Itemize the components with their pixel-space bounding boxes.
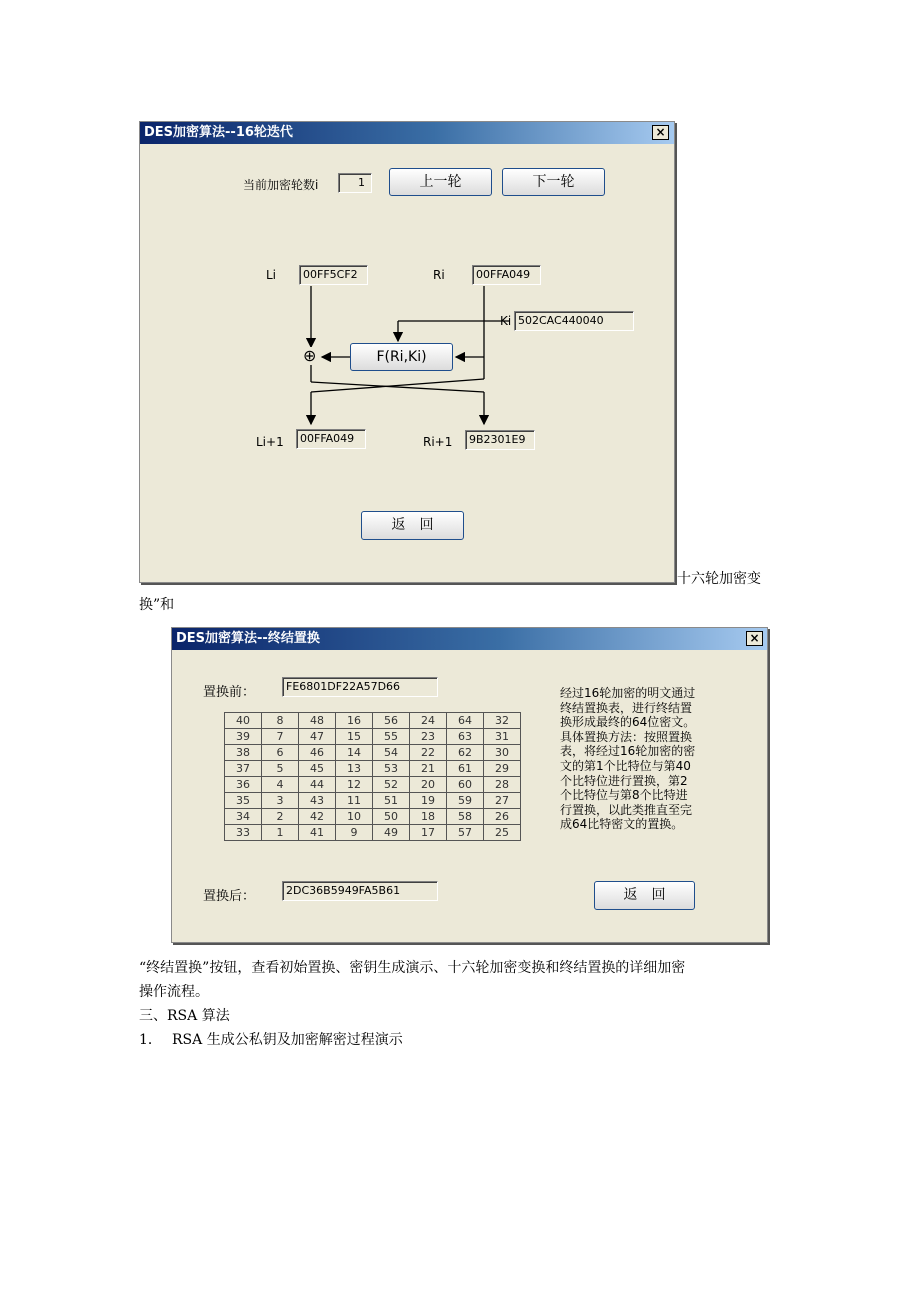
back-button[interactable]: 返 回 <box>594 881 695 910</box>
description-line: 成64比特密文的置换。 <box>560 817 684 832</box>
description-line: 行置换，以此类推直至完 <box>560 802 693 817</box>
before-label: 置换前： <box>203 685 256 700</box>
table-cell: 5 <box>262 761 299 777</box>
description-line: 表，将经过16轮加密的密 <box>560 744 696 759</box>
description-line: 文的第1个比特位与第40 <box>560 758 691 773</box>
table-cell: 10 <box>336 809 373 825</box>
table-cell: 18 <box>410 809 447 825</box>
table-cell: 19 <box>410 793 447 809</box>
table-cell: 20 <box>410 777 447 793</box>
table-row <box>225 729 521 745</box>
round-label: 当前加密轮数i <box>243 178 319 192</box>
table-cell: 34 <box>225 809 262 825</box>
table-cell: 26 <box>484 809 521 825</box>
table-cell: 63 <box>447 729 484 745</box>
ki-field[interactable]: 502CAC440040 <box>514 311 634 331</box>
window-title: DES加密算法--16轮迭代 <box>140 122 674 144</box>
table-cell: 29 <box>484 761 521 777</box>
table-cell: 6 <box>262 745 299 761</box>
table-cell: 62 <box>447 745 484 761</box>
description-line: 个比特位进行置换，第2 <box>560 773 688 788</box>
des-rounds-window <box>139 121 675 583</box>
table-cell: 49 <box>373 825 410 841</box>
table-cell: 56 <box>373 713 410 729</box>
table-cell: 16 <box>336 713 373 729</box>
close-icon[interactable]: × <box>746 631 763 646</box>
table-cell: 14 <box>336 745 373 761</box>
table-cell: 7 <box>262 729 299 745</box>
description-line: 个比特位与第8个比特进 <box>560 788 688 803</box>
table-cell: 15 <box>336 729 373 745</box>
table-cell: 35 <box>225 793 262 809</box>
description-line: 经过16轮加密的明文通过 <box>560 686 696 700</box>
subsection-heading: RSA 生成公私钥及加密解密过程演示 <box>172 1032 403 1048</box>
des-final-permutation-window <box>171 627 768 943</box>
table-cell: 2 <box>262 809 299 825</box>
table-cell: 4 <box>262 777 299 793</box>
table-cell: 46 <box>299 745 336 761</box>
xor-icon: ⊕ <box>303 346 317 365</box>
table-cell: 60 <box>447 777 484 793</box>
table-cell: 51 <box>373 793 410 809</box>
table-cell: 59 <box>447 793 484 809</box>
table-cell: 21 <box>410 761 447 777</box>
table-cell: 48 <box>299 713 336 729</box>
table-cell: 17 <box>410 825 447 841</box>
ri1-field[interactable]: 9B2301E9 <box>465 430 535 450</box>
li-label: Li <box>266 268 277 282</box>
after-label: 置换后： <box>203 889 256 904</box>
paragraph-line-1: “终结置换”按钮，查看初始置换、密钥生成演示、十六轮加密变换和终结置换的详细加密 <box>139 960 686 976</box>
table-cell: 32 <box>484 713 521 729</box>
table-cell: 57 <box>447 825 484 841</box>
table-cell: 23 <box>410 729 447 745</box>
table-cell: 43 <box>299 793 336 809</box>
table-row <box>225 713 521 729</box>
table-row <box>225 761 521 777</box>
section-heading: 三、RSA 算法 <box>139 1008 230 1024</box>
permutation-table <box>224 712 521 841</box>
table-row <box>225 809 521 825</box>
after-field[interactable]: 2DC36B5949FA5B61 <box>282 881 438 901</box>
table-cell: 22 <box>410 745 447 761</box>
table-cell: 24 <box>410 713 447 729</box>
table-cell: 36 <box>225 777 262 793</box>
next-round-button[interactable]: 下一轮 <box>502 168 605 196</box>
table-cell: 3 <box>262 793 299 809</box>
table-cell: 1 <box>262 825 299 841</box>
paragraph-line-2: 操作流程。 <box>139 984 209 1000</box>
subsection-number: 1． <box>139 1032 162 1048</box>
description-line: 具体置换方法：按照置换 <box>560 729 693 744</box>
f-function-button[interactable]: F(Ri,Ki) <box>350 343 453 371</box>
table-cell: 58 <box>447 809 484 825</box>
table-cell: 11 <box>336 793 373 809</box>
ki-label: Ki <box>500 314 512 328</box>
table-cell: 61 <box>447 761 484 777</box>
table-cell: 8 <box>262 713 299 729</box>
table-cell: 47 <box>299 729 336 745</box>
caption-continuation: 换”和 <box>139 597 175 613</box>
table-cell: 45 <box>299 761 336 777</box>
caption-right: 十六轮加密变 <box>677 571 761 587</box>
li-field[interactable]: 00FF5CF2 <box>299 265 368 285</box>
ri-field[interactable]: 00FFA049 <box>472 265 541 285</box>
table-cell: 28 <box>484 777 521 793</box>
table-cell: 39 <box>225 729 262 745</box>
prev-round-button[interactable]: 上一轮 <box>389 168 492 196</box>
description-line: 换形成最终的64位密文。 <box>560 715 696 730</box>
close-icon[interactable]: × <box>652 125 669 140</box>
table-cell: 25 <box>484 825 521 841</box>
ri1-label: Ri+1 <box>423 435 453 449</box>
table-cell: 33 <box>225 825 262 841</box>
ri-label: Ri <box>433 268 445 282</box>
table-cell: 38 <box>225 745 262 761</box>
table-row <box>225 825 521 841</box>
table-cell: 53 <box>373 761 410 777</box>
table-cell: 41 <box>299 825 336 841</box>
table-cell: 13 <box>336 761 373 777</box>
table-cell: 31 <box>484 729 521 745</box>
window-title: DES加密算法--终结置换 <box>172 628 767 650</box>
table-row <box>225 777 521 793</box>
table-cell: 44 <box>299 777 336 793</box>
round-field[interactable]: 1 <box>338 173 372 193</box>
description-line: 终结置换表，进行终结置 <box>560 700 693 715</box>
table-cell: 9 <box>336 825 373 841</box>
description-text <box>560 686 695 832</box>
table-cell: 42 <box>299 809 336 825</box>
back-button[interactable]: 返 回 <box>361 511 464 540</box>
table-cell: 12 <box>336 777 373 793</box>
table-cell: 54 <box>373 745 410 761</box>
before-field[interactable]: FE6801DF22A57D66 <box>282 677 438 697</box>
table-cell: 55 <box>373 729 410 745</box>
table-row <box>225 745 521 761</box>
li1-label: Li+1 <box>256 435 284 449</box>
table-cell: 27 <box>484 793 521 809</box>
table-cell: 50 <box>373 809 410 825</box>
table-cell: 52 <box>373 777 410 793</box>
table-cell: 37 <box>225 761 262 777</box>
table-cell: 64 <box>447 713 484 729</box>
table-cell: 40 <box>225 713 262 729</box>
table-row <box>225 793 521 809</box>
table-cell: 30 <box>484 745 521 761</box>
li1-field[interactable]: 00FFA049 <box>296 429 366 449</box>
